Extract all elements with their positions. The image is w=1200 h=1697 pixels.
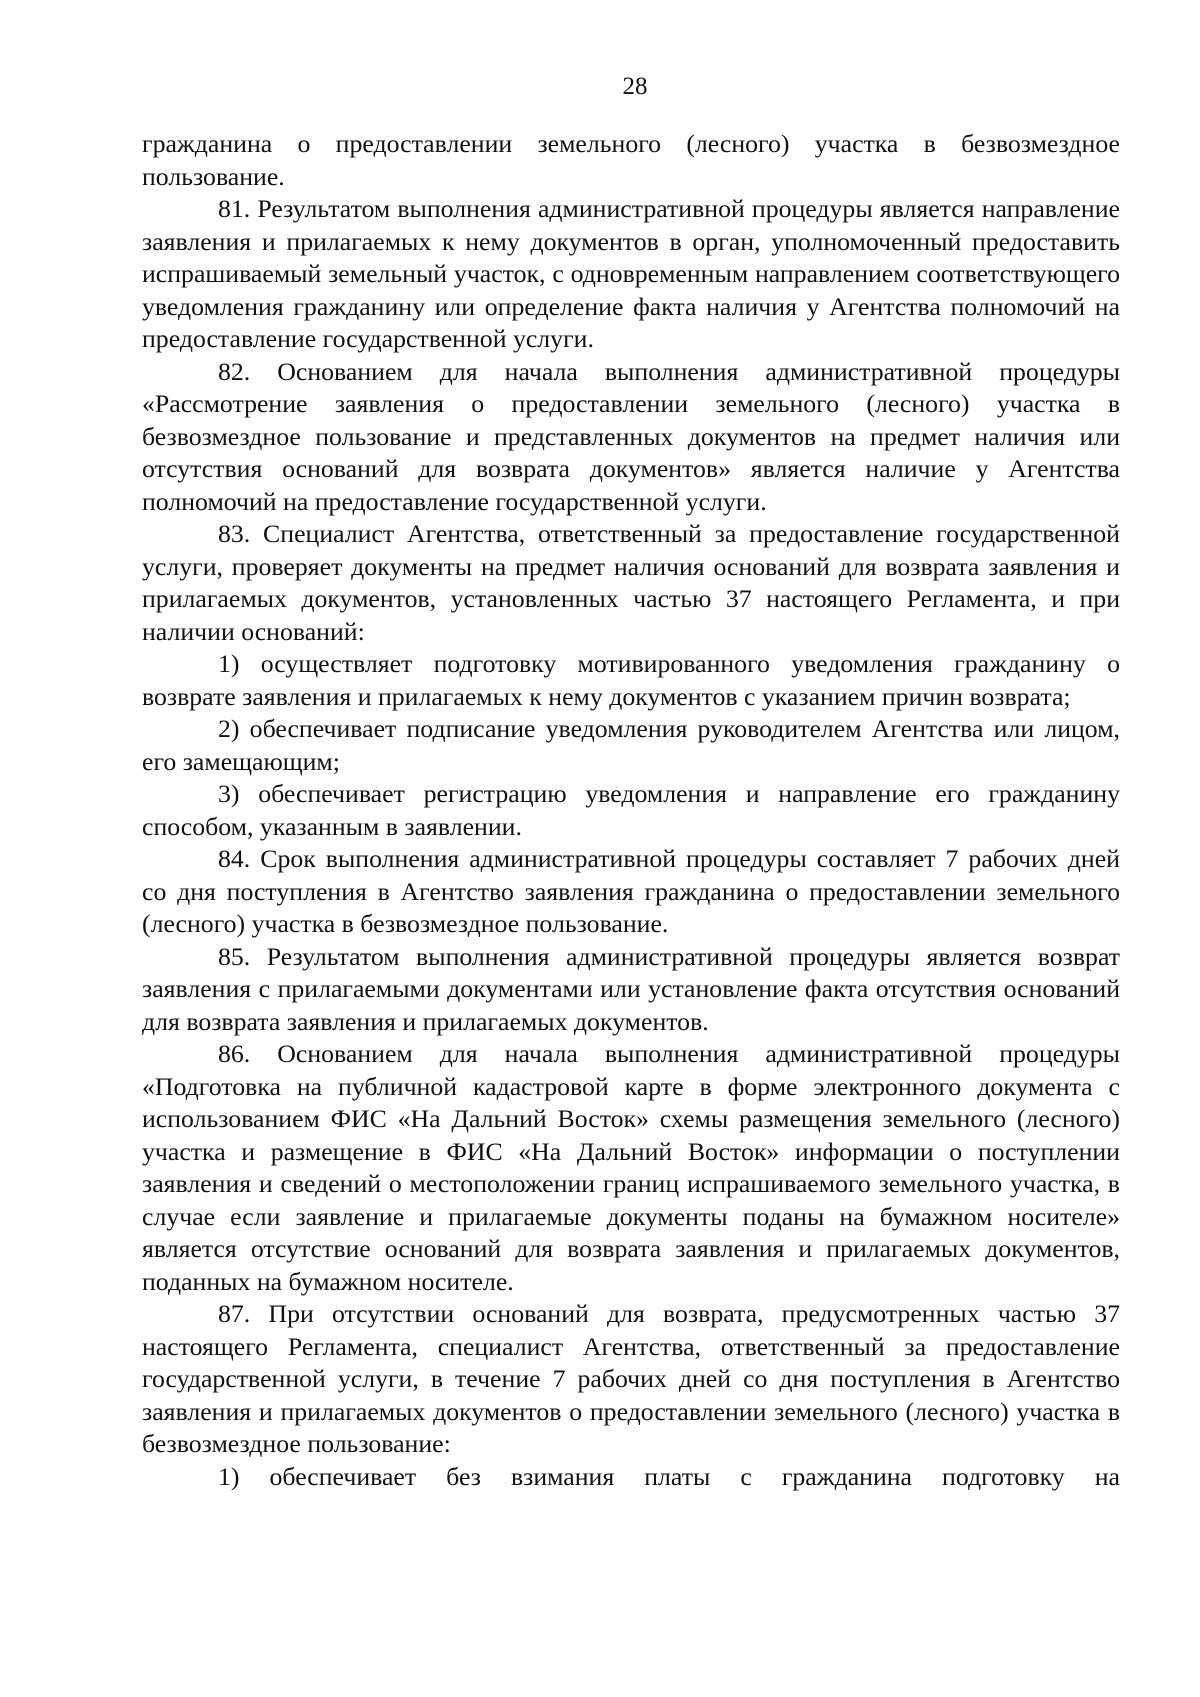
paragraph-84: 84. Срок выполнения административной процедуры составляет 7 рабочих дней со дня поступления в Агентство заявления гражданина о предоставлении земельного (лесного) участка в безвозмездное пользование. [142, 844, 1120, 938]
paragraph-85: 85. Результатом выполнения административной процедуры является возврат заявления с прилагаемыми документами или установление факта отсутствия оснований для возврата заявления и прилагаемых документов. [142, 941, 1120, 1036]
document-body [142, 128, 1120, 1493]
paragraph-82: 82. Основанием для начала выполнения административной процедуры «Рассмотрение заявления о предоставлении земельного (лесного) участка в безвозмездное пользование и представленных документов на предмет наличия или отсутствия оснований для возврата документов» является наличие у Агентства полномочий на предоставление государственной услуги. [142, 356, 1120, 516]
paragraph-83: 83. Специалист Агентства, ответственный за предоставление государственной услуги, проверяет документы на предмет наличия оснований для возврата заявления и прилагаемых документов, установленных частью 37 настоящего Регламента, и при наличии оснований: [142, 519, 1120, 646]
paragraph-81: 81. Результатом выполнения административной процедуры является направление заявления и прилагаемых к нему документов в орган, уполномоченный предоставить испрашиваемый земельный участок, с одновременным направлением соответствующего уведомления гражданину или определение факта наличия у Агентства полномочий на предоставление государственной услуги. [142, 194, 1120, 353]
paragraph-86: 86. Основанием для начала выполнения административной процедуры «Подготовка на публичной кадастровой карте в форме электронного документа с использованием ФИС «На Дальний Восток» схемы размещения земельного (лесного) участка и размещение в ФИС «На Дальний Восток» информации о поступлении заявления и сведений о местоположении границ испрашиваемого земельного участка, в случае если заявление и прилагаемые документы поданы на бумажном носителе» является отсутствие оснований для возврата заявления и прилагаемых документов, поданных на бумажном носителе. [142, 1039, 1120, 1296]
paragraph-87-item-1: 1) обеспечивает без взимания платы с гражданина подготовку на [218, 1461, 1120, 1491]
page-number: 28 [622, 73, 648, 100]
paragraph-83-item-3: 3) обеспечивает регистрацию уведомления и направление его гражданину способом, указанным в заявлении. [142, 779, 1120, 841]
paragraph-83-item-1: 1) осуществляет подготовку мотивированного уведомления гражданину о возврате заявления и прилагаемых к нему документов с указанием причин возврата; [142, 649, 1120, 711]
paragraph-continuation: гражданина о предоставлении земельного (лесного) участка в безвозмездное пользование. [142, 129, 1120, 191]
paragraph-87: 87. При отсутствии оснований для возврата, предусмотренных частью 37 настоящего Регламента, специалист Агентства, ответственный за предоставление государственной услуги, в течение 7 рабочих дней со дня поступления в Агентство заявления и прилагаемых документов о предоставлении земельного (лесного) участка в безвозмездное пользование: [142, 1299, 1120, 1458]
paragraph-83-item-2: 2) обеспечивает подписание уведомления руководителем Агентства или лицом, его замещающим; [142, 714, 1120, 776]
